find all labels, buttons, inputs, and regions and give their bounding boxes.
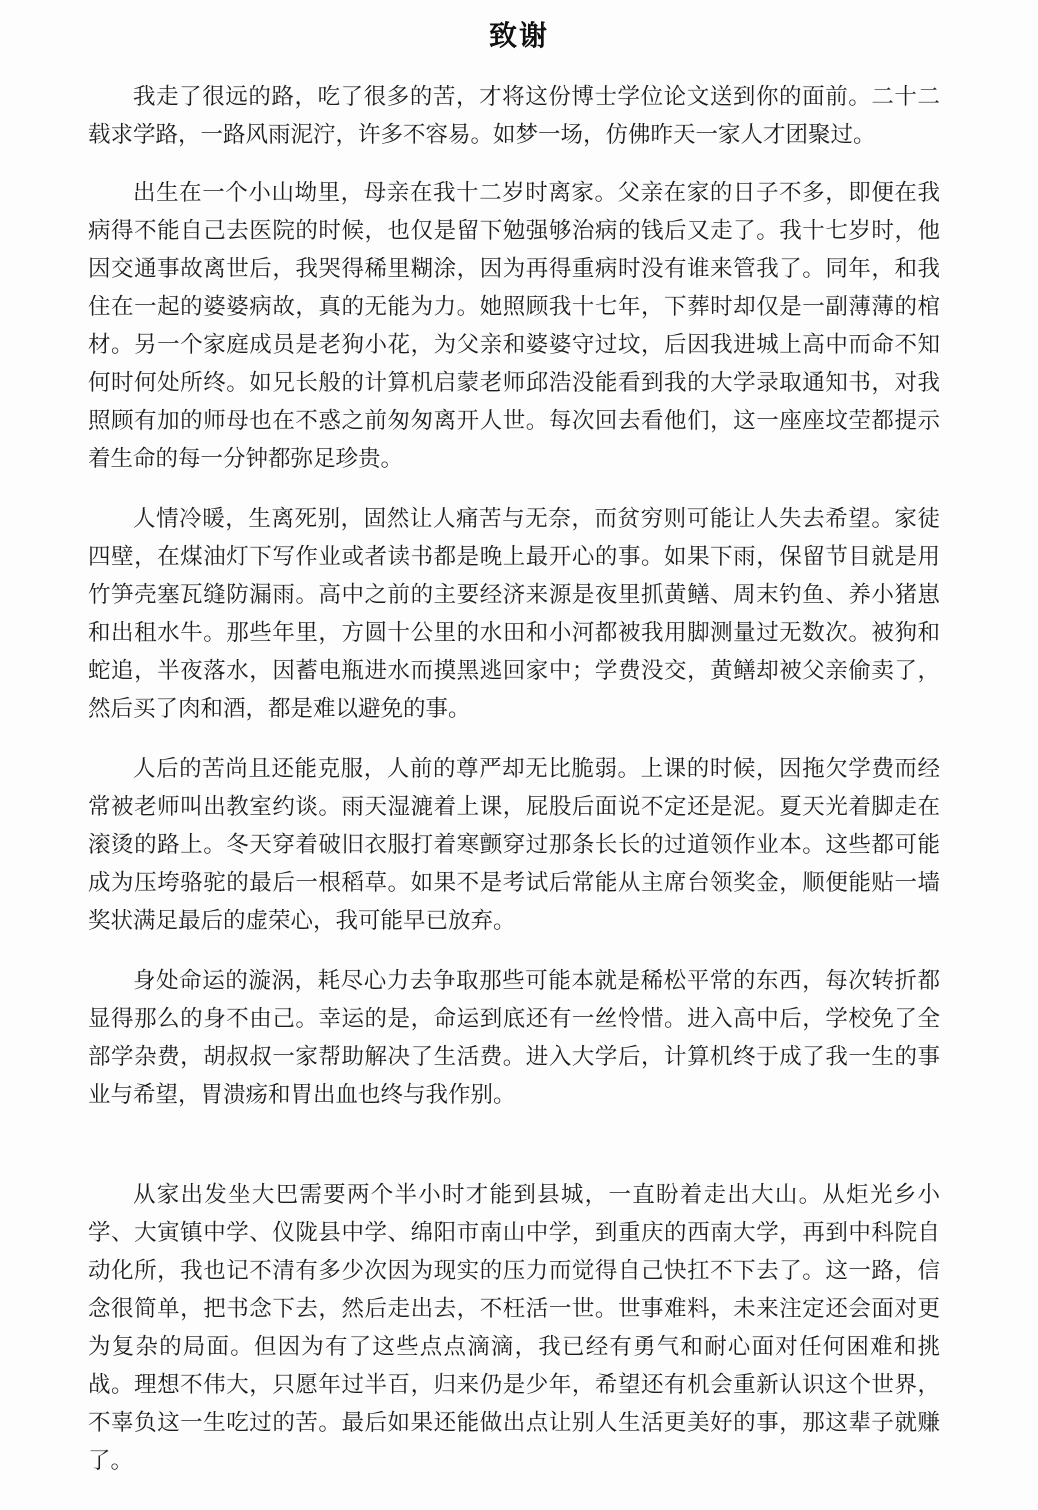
paragraph-2: 出生在一个小山坳里，母亲在我十二岁时离家。父亲在家的日子不多，即便在我病得不能自己去医院的时候，也仅是留下勉强够治病的钱后又走了。我十七岁时，他因交通事故离世后，我哭得稀里糊涂，因为再得重病时没有谁来管我了。同年，和我住在一起的婆婆病故，真的无能为力。她照顾我十七年，下葬时却仅是一副薄薄的棺材。另一个家庭成员是老狗小花，为父亲和婆婆守过坟，后因我进城上高中而命不知何时何处所终。如兄长般的计算机启蒙老师邱浩没能看到我的大学录取通知书，对我照顾有加的师母也在不惑之前匆匆离开人世。每次回去看他们，这一座座坟茔都提示着生命的每一分钟都弥足珍贵。 [88,180,940,472]
paragraph-3: 人情冷暖，生离死别，固然让人痛苦与无奈，而贫穷则可能让人失去希望。家徒四壁，在煤油灯下写作业或者读书都是晚上最开心的事。如果下雨，保留节目就是用竹笋壳塞瓦缝防漏雨。高中之前的主要经济来源是夜里抓黄鳝、周末钓鱼、养小猪崽和出租水牛。那些年里，方圆十公里的水田和小河都被我用脚测量过无数次。被狗和蛇追，半夜落水，因蓄电瓶进水而摸黑逃回家中；学费没交，黄鳝却被父亲偷卖了，然后买了肉和酒，都是难以避免的事。 [88,506,940,722]
paragraph-4: 人后的苦尚且还能克服，人前的尊严却无比脆弱。上课的时候，因拖欠学费而经常被老师叫出教室约谈。雨天湿漉着上课，屁股后面说不定还是泥。夏天光着脚走在滚烫的路上。冬天穿着破旧衣服打着寒颤穿过那条长长的过道领作业本。这些都可能成为压垮骆驼的最后一根稻草。如果不是考试后常能从主席台领奖金，顺便能贴一墙奖状满足最后的虚荣心，我可能早已放弃。 [88,756,940,934]
paragraph-6: 从家出发坐大巴需要两个半小时才能到县城，一直盼着走出大山。从炬光乡小学、大寅镇中学、仪陇县中学、绵阳市南山中学，到重庆的西南大学，再到中科院自动化所，我也记不清有多少次因为现实的压力而觉得自己快扛不下去了。这一路，信念很简单，把书念下去，然后走出去，不枉活一世。世事难料，未来注定还会面对更为复杂的局面。但因为有了这些点点滴滴，我已经有勇气和耐心面对任何困难和挑战。理想不伟大，只愿年过半百，归来仍是少年，希望还有机会重新认识这个世界，不辜负这一生吃过的苦。最后如果还能做出点让别人生活更美好的事，那这辈子就赚了。 [88,1182,940,1474]
paragraph-1: 我走了很远的路，吃了很多的苦，才将这份博士学位论文送到你的面前。二十二载求学路，一路风雨泥泞，许多不容易。如梦一场，仿佛昨天一家人才团聚过。 [88,84,940,148]
page-title: 致谢 [488,19,549,52]
document-body [88,78,940,1480]
paragraph-5: 身处命运的漩涡，耗尽心力去争取那些可能本就是稀松平常的东西，每次转折都显得那么的身不由己。幸运的是，命运到底还有一丝怜惜。进入高中后，学校免了全部学杂费，胡叔叔一家帮助解决了生活费。进入大学后，计算机终于成了我一生的事业与希望，胃溃疡和胃出血也终与我作别。 [88,968,940,1108]
